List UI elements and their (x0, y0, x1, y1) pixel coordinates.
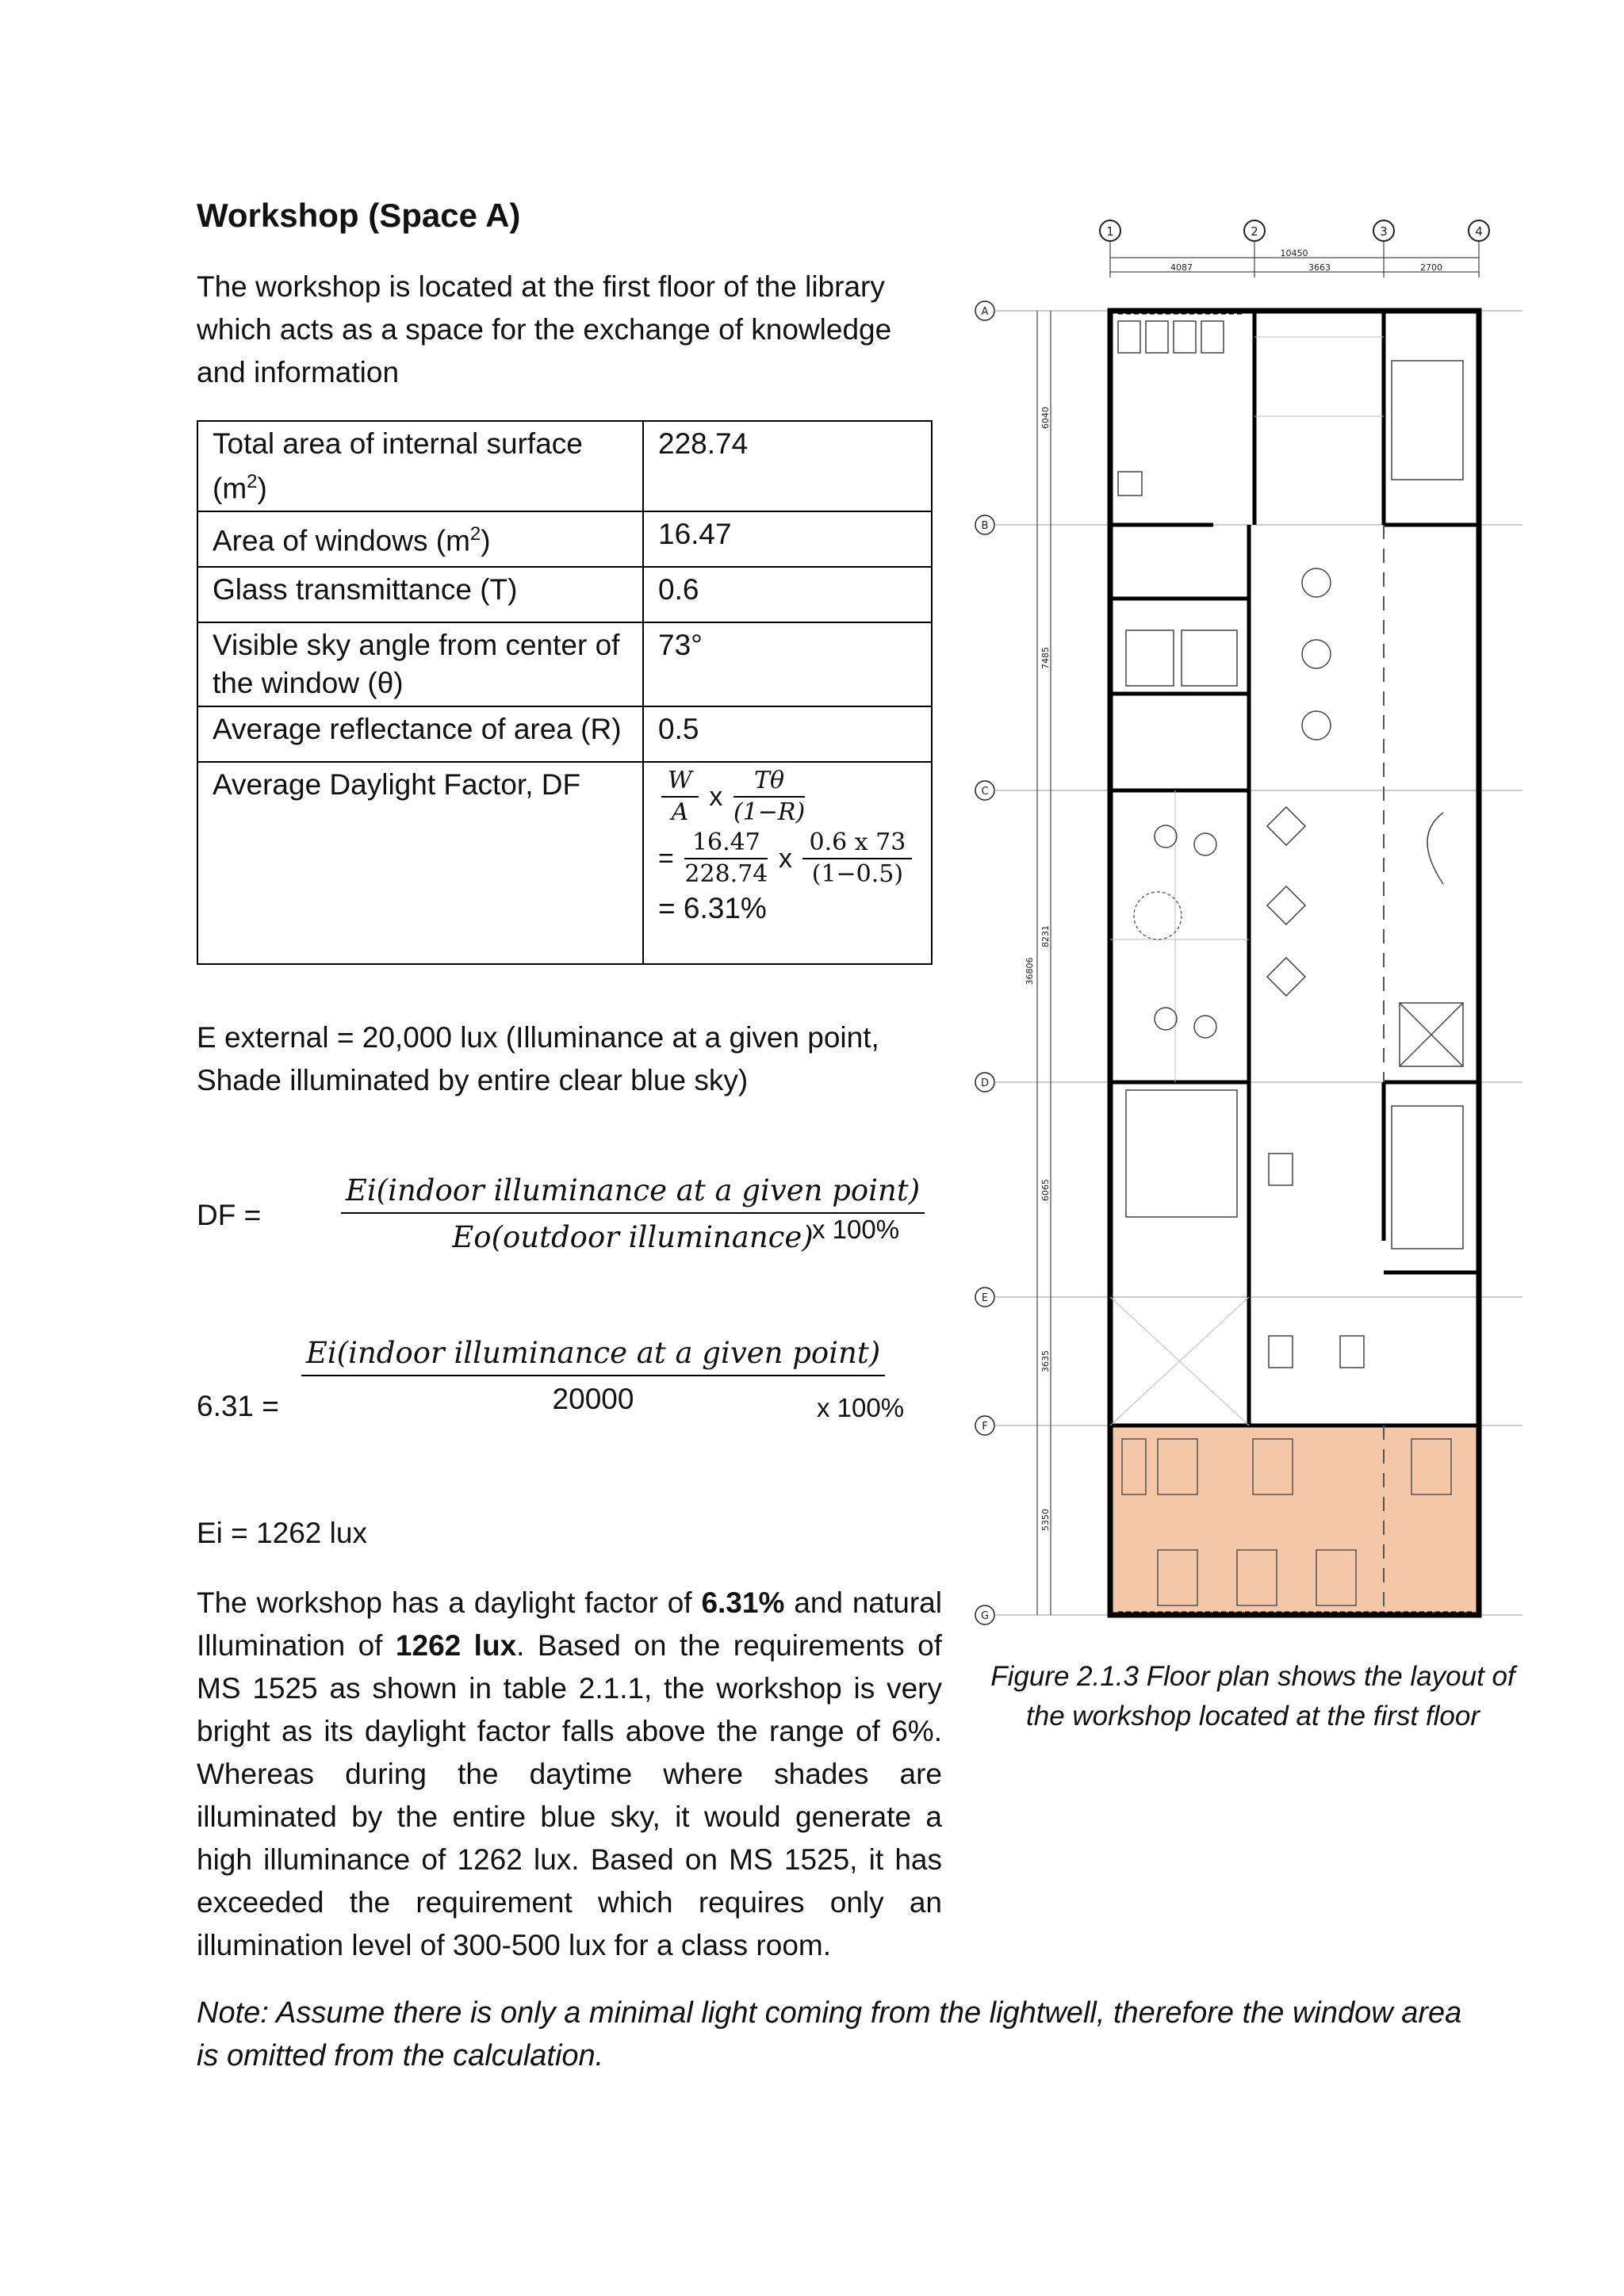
dimension-label: 4087 (1170, 262, 1193, 273)
workshop-highlight (1110, 1425, 1479, 1615)
df-denominator: Eo(outdoor illuminance) (452, 1220, 814, 1254)
floor-plan-drawing (967, 210, 1538, 1661)
top-dimensions (1110, 242, 1479, 277)
building-outline (1110, 311, 1479, 1615)
df-lhs: DF = (197, 1199, 262, 1231)
df-sub-fraction (292, 1336, 894, 1416)
df-general-formula: $\frac{W}{A}$ x $\frac{T\theta}{(1-R)}$ (658, 766, 917, 828)
row-value: 16.47 (643, 511, 932, 567)
dimension-label: 10450 (1280, 248, 1308, 258)
df-formula-cell (643, 762, 932, 964)
dimension-label: 2700 (1420, 262, 1442, 273)
analysis-paragraph: The workshop has a daylight factor of 6.31% and natural Illumination of 1262 lux. Based on the requirements of MS 1525 as shown in table 2.1.1, the workshop is very bright as its daylight factor falls above the range of 6%. Whereas during the daytime where shades are illuminated by the entire blue sky, it would generate a high illuminance of 1262 lux. Based on MS 1525, it has exceeded the requirement which requires only an illumination level of 300-500 lux for a class room. (197, 1586, 942, 1961)
dimension-label: 7485 (1040, 647, 1051, 669)
row-label: D (980, 1077, 990, 1089)
row-value: 0.5 (643, 706, 932, 762)
df-result: = 6.31% (658, 892, 767, 925)
df-sub-lhs: 6.31 = (197, 1390, 279, 1422)
table-row (197, 762, 932, 964)
table-row (197, 421, 932, 511)
df-sub-denominator: 20000 (552, 1383, 634, 1415)
column-grid-labels (1100, 220, 1489, 241)
df-sub-numerator: Ei(indoor illuminance at a given point) (301, 1336, 885, 1376)
row-label: B (981, 520, 989, 532)
col-label: 4 (1475, 224, 1483, 239)
df-numerator: Ei(indoor illuminance at a given point) (341, 1173, 925, 1214)
table-row (197, 622, 932, 706)
row-value: 0.6 (643, 567, 932, 622)
row-label: Area of windows $(m^2)$ (197, 511, 643, 567)
df-times: x 100% (812, 1215, 900, 1244)
dimension-label: 3635 (1040, 1350, 1051, 1372)
intro-paragraph: The workshop is located at the first floor of the library which acts as a space for the exchange of knowledge and information (197, 270, 892, 388)
left-dimensions (1025, 311, 1051, 1615)
table-row (197, 706, 932, 762)
row-label: F (982, 1421, 988, 1433)
row-label: Average Daylight Factor, DF (197, 762, 643, 964)
interior-walls (1110, 311, 1479, 1425)
col-label: 1 (1106, 224, 1114, 239)
dimension-label: 8231 (1040, 925, 1051, 947)
table-row (197, 567, 932, 622)
dimension-label: 36806 (1025, 957, 1035, 985)
parameters-table (197, 420, 933, 965)
col-label: 2 (1251, 224, 1258, 239)
dimension-label: 3663 (1308, 262, 1331, 273)
df-substituted-formula: = $\frac{16.47}{228.74}$ x $\frac{0.6 x 73}{(1-0.5)}$ (658, 828, 917, 890)
row-label: Average reflectance of area (R) (197, 706, 643, 762)
row-label: G (980, 1610, 990, 1622)
df-sub-times: x 100% (817, 1393, 905, 1422)
row-label: A (981, 306, 989, 318)
dimension-label: 6040 (1040, 407, 1051, 429)
figure-caption: Figure 2.1.3 Floor plan shows the layout of the workshop located at the first floor (990, 1661, 1515, 1732)
dimension-label: 6065 (1040, 1179, 1051, 1201)
df-substitution (197, 1336, 990, 1431)
external-illuminance-text: E external = 20,000 lux (Illuminance at a given point, Shade illuminated by entire clear blue sky) (197, 1021, 879, 1096)
row-label: Total area of internal surface $(m^2)$ (197, 421, 643, 511)
section-heading: Workshop (Space A) (197, 197, 521, 234)
row-label: Visible sky angle from center of the window (θ) (197, 622, 643, 706)
note-paragraph: Note: Assume there is only a minimal light coming from the lightwell, therefore the window area is omitted from the calculation. (197, 1996, 1462, 2072)
ei-result: Ei = 1262 lux (197, 1517, 367, 1549)
col-label: 3 (1380, 224, 1388, 239)
table-row (197, 511, 932, 567)
df-definition (197, 1173, 990, 1269)
row-label: E (981, 1292, 989, 1304)
row-value: 73° (643, 622, 932, 706)
row-label: C (981, 786, 989, 798)
row-label: Glass transmittance (T) (197, 567, 643, 622)
dimension-label: 5350 (1040, 1509, 1051, 1531)
row-value: 228.74 (643, 421, 932, 511)
